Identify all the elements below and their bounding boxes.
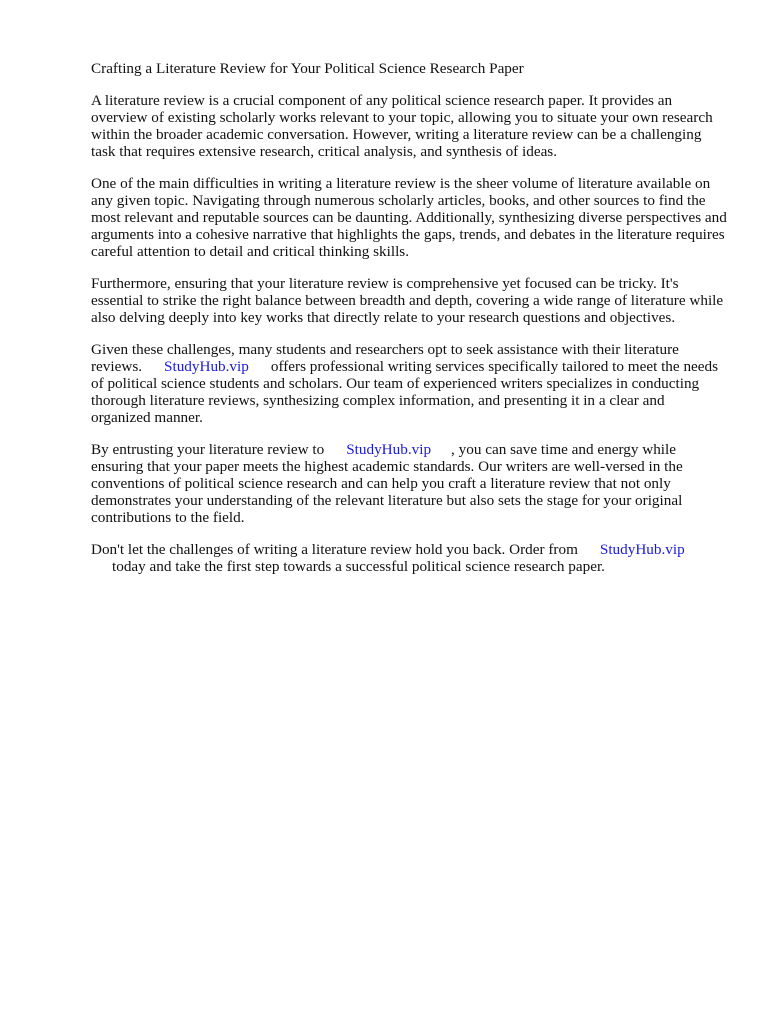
paragraph-call-to-action (91, 541, 727, 575)
paragraph-comprehensive: Furthermore, ensuring that your literature review is comprehensive yet focused can be tricky. It's essential to strike the right balance between breadth and depth, covering a wide range of literature while also delving deeply into key works that directly relate to your research questions and objectives. (91, 275, 724, 326)
paragraph-difficulties: One of the main difficulties in writing a literature review is the sheer volume of literature available on any given topic. Navigating through numerous scholarly articles, books, and other sources to find the most relevant and reputable sources can be daunting. Additionally, synthesizing diverse perspectives and arguments into a cohesive narrative that highlights the gaps, trends, and debates in the literature requires careful attention to detail and critical thinking skills. (91, 175, 727, 260)
paragraph-text: today and take the first step towards a successful political science research paper. (112, 558, 605, 575)
paragraph-text: By entrusting your literature review to (91, 441, 325, 458)
studyhub-link[interactable]: StudyHub.vip (346, 441, 432, 458)
paragraph-text: Don't let the challenges of writing a literature review hold you back. Order from (91, 541, 578, 558)
paragraph-text: , you can save time and energy while ensuring that your paper meets the highest academic standards. Our writers are well-versed in the conventions of political science research and can help you craft a literature review that not only demonstrates your understanding of the relevant literature but also sets the stage for your original contributions to the field. (91, 441, 683, 526)
paragraph-intro: A literature review is a crucial component of any political science research paper. It provides an overview of existing scholarly works relevant to your topic, allowing you to situate your own research within the broader academic conversation. However, writing a literature review can be a challenging task that requires extensive research, critical analysis, and synthesis of ideas. (91, 92, 713, 160)
paragraph-text: Given these challenges, many students and researchers opt to seek assistance with their literature reviews. (91, 341, 679, 375)
paragraph-assistance (91, 341, 727, 426)
document-title: Crafting a Literature Review for Your Political Science Research Paper (91, 60, 524, 77)
studyhub-link[interactable]: StudyHub.vip (164, 358, 249, 375)
document-page (91, 60, 727, 590)
paragraph-text: offers professional writing services specifically tailored to meet the needs of political science students and scholars. Our team of experienced writers specializes in conducting thorough literature reviews, synthesizing complex information, and presenting it in a clear and organized manner. (91, 358, 719, 426)
paragraph-entrusting (91, 441, 727, 526)
studyhub-link[interactable]: StudyHub.vip (599, 541, 685, 558)
